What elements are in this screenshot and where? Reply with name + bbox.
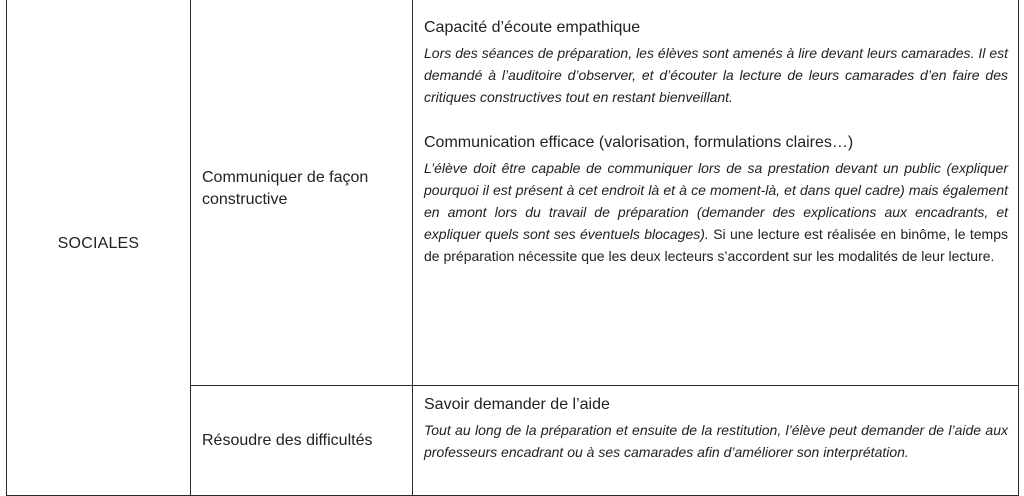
skill-title: Communication efficace (valorisation, formulations claires…): [424, 134, 854, 151]
skill-description: Lors des séances de préparation, les élèves sont amenés à lire devant leurs camarades. Il est demandé à l’auditoire d’observer, et d’écouter la lecture de leurs camarades d’en faire des critiques constructives tout en restant bienveillant.: [424, 45, 1008, 105]
competence-cell: [191, 0, 413, 386]
skill-block: [424, 132, 1008, 267]
skill-block: [424, 394, 1008, 463]
competence-label: Résoudre des difficultés: [202, 431, 373, 449]
skill-title: Capacité d’écoute empathique: [424, 19, 641, 36]
category-label: SOCIALES: [57, 235, 140, 252]
category-cell: [7, 0, 191, 496]
skill-title: Savoir demander de l’aide: [424, 396, 610, 413]
skill-description: Tout au long de la préparation et ensuite de la restitution, l’élève peut demander de l’aide aux professeurs encadrant ou à ses camarades afin d’améliorer son interprétation.: [424, 422, 1008, 460]
description-cell: [413, 0, 1019, 386]
description-cell: [413, 386, 1019, 496]
competence-cell: [191, 386, 413, 496]
skill-block: [424, 17, 1008, 108]
competence-table: [6, 0, 1019, 496]
skill-description: L’élève doit être capable de communiquer lors de sa prestation devant un public (expliquer pourquoi il est présent à cet endroit là et à ce moment-là, et dans quel cadre) mais également en amont lors du travail de préparation (demander des explications aux encadrants, et expliquer quels sont ses éventuels blocages). Si une lecture est réalisée en binôme, le temps de préparation nécessite que les deux lecteurs s’accordent sur les modalités de leur lecture.: [424, 160, 1008, 264]
competence-label: Communiquer de façon constructive: [202, 169, 369, 208]
table-row: [7, 0, 1019, 386]
